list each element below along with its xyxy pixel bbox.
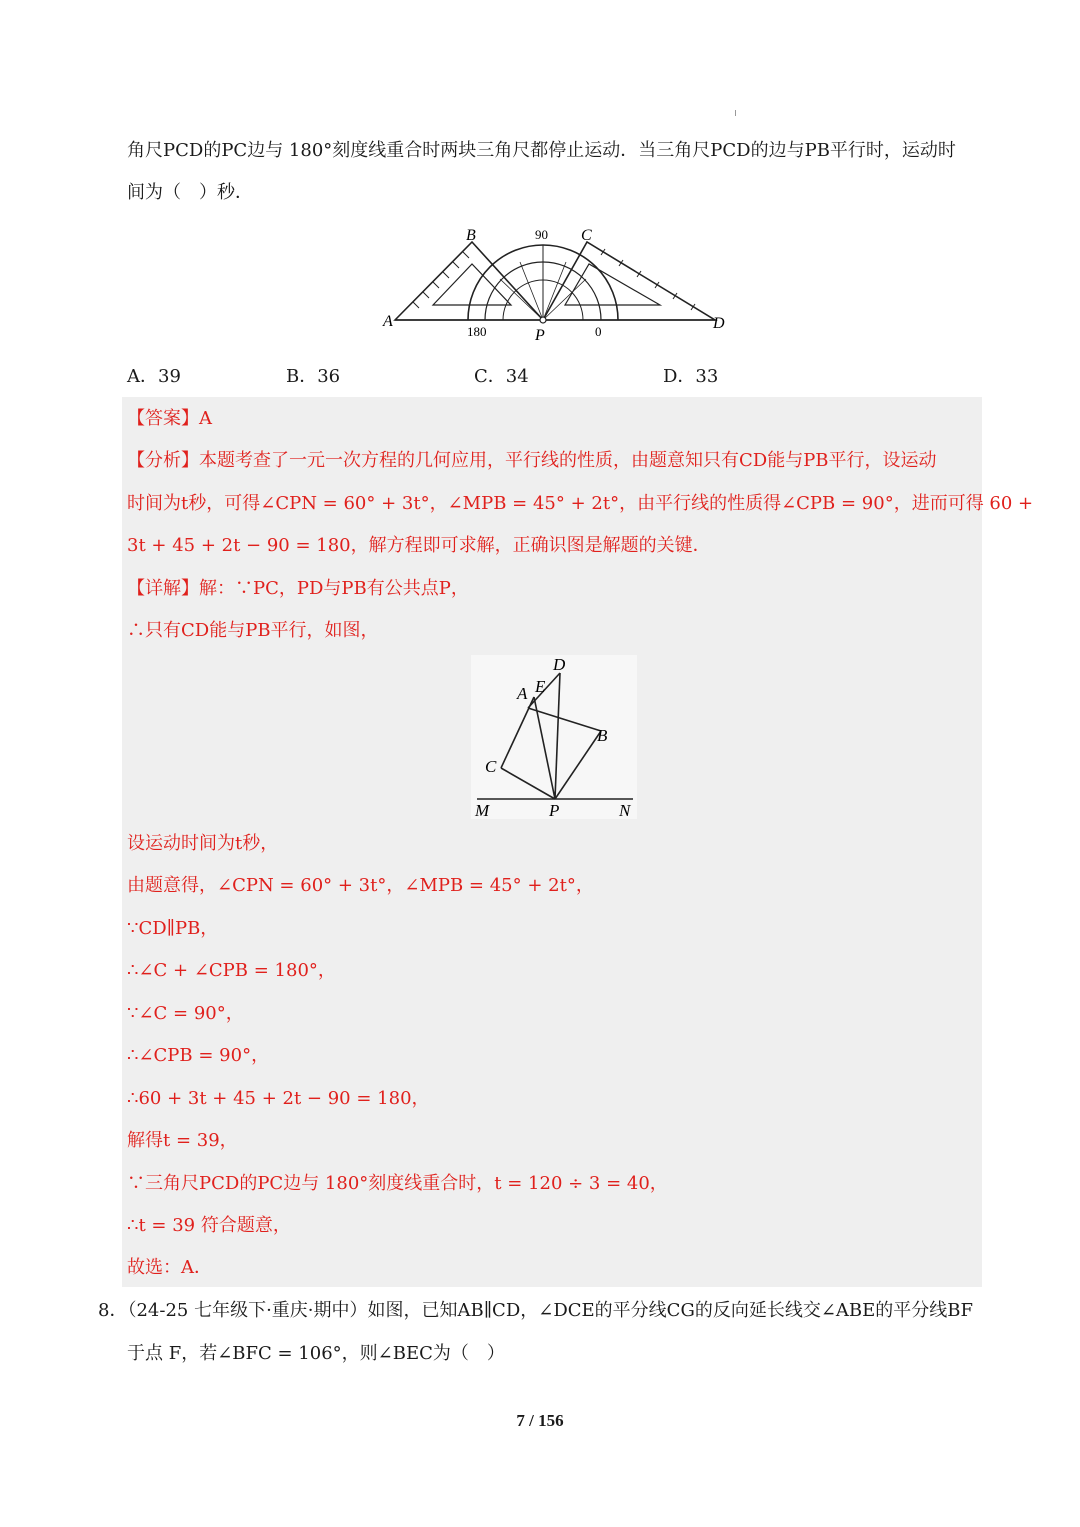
question-8-line-2: 于点 F，若∠BFC = 106°，则∠BEC为（ ）	[127, 1343, 505, 1364]
step-1: 设运动时间为t秒，	[127, 833, 279, 854]
fig1-label-a: A	[383, 313, 393, 330]
fig2-label-m: M	[475, 801, 490, 819]
fig1-label-90: 90	[535, 227, 548, 242]
step-3: ∵CD∥PB，	[127, 918, 219, 939]
fig2-label-a: A	[517, 684, 528, 703]
analysis-line-2: 时间为t秒，可得∠CPN = 60° + 3t°，∠MPB = 45° + 2t°，由平行线的性质得∠CPB = 90°，进而可得 60 +	[127, 493, 1034, 514]
parallel-lines-figure	[471, 655, 637, 819]
analysis-line-3: 3t + 45 + 2t − 90 = 180，解方程即可求解，正确识图是解题的关键．	[127, 535, 711, 556]
fig2-label-d: D	[553, 655, 566, 674]
step-7: ∴60 + 3t + 45 + 2t − 90 = 180，	[127, 1088, 430, 1109]
step-4: ∴∠C + ∠CPB = 180°，	[127, 960, 336, 981]
scan-mark	[735, 110, 736, 116]
fig1-label-d: D	[713, 315, 725, 332]
question-line-1: 角尺PCD的PC边与 180°刻度线重合时两块三角尺都停止运动．当三角尺PCD的边与PB平行时，运动时	[127, 140, 956, 161]
option-d: D．33	[663, 366, 719, 387]
question-8-line-1: 8．（24-25 七年级下·重庆·期中）如图，已知AB∥CD，∠DCE的平分线CG的反向延长线交∠ABE的平分线BF	[98, 1300, 973, 1321]
option-a: A．39	[127, 366, 181, 387]
step-9: ∵三角尺PCD的PC边与 180°刻度线重合时，t = 120 ÷ 3 = 40，	[127, 1173, 668, 1194]
answer-line: 【答案】A	[127, 408, 212, 429]
option-c: C．34	[474, 366, 529, 387]
triangle-protractor-figure	[375, 222, 735, 347]
fig2-label-e: E	[535, 677, 546, 696]
detail-line-1: 【详解】解：∵PC，PD与PB有公共点P，	[127, 578, 469, 599]
question-line-2: 间为（ ）秒．	[127, 182, 253, 203]
fig1-label-180: 180	[467, 324, 487, 339]
step-5: ∵∠C = 90°，	[127, 1003, 244, 1024]
step-6: ∴∠CPB = 90°，	[127, 1045, 270, 1066]
step-11: 故选：A．	[127, 1257, 212, 1278]
fig2-label-p: P	[549, 801, 560, 819]
step-8: 解得t = 39，	[127, 1130, 238, 1151]
step-2: 由题意得，∠CPN = 60° + 3t°，∠MPB = 45° + 2t°，	[127, 875, 594, 896]
fig2-label-b: B	[597, 726, 608, 745]
fig1-label-b: B	[466, 227, 476, 244]
step-10: ∴t = 39 符合题意，	[127, 1215, 291, 1236]
fig2-label-c: C	[485, 757, 497, 776]
page-number: 7 / 156	[516, 1411, 564, 1430]
fig2-label-n: N	[619, 801, 631, 819]
detail-line-2: ∴只有CD能与PB平行，如图，	[127, 620, 379, 641]
fig1-label-c: C	[581, 227, 592, 244]
option-b: B．36	[286, 366, 341, 387]
analysis-line-1: 【分析】本题考查了一元一次方程的几何应用，平行线的性质，由题意知只有CD能与PB平行，设运动	[127, 450, 937, 471]
fig1-label-0: 0	[595, 324, 602, 339]
fig1-label-p: P	[535, 327, 545, 344]
